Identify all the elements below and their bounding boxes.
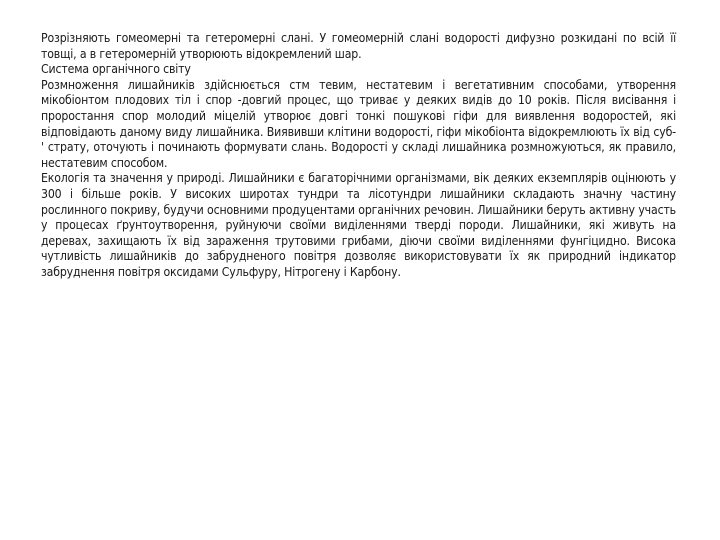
text-body [41,31,676,281]
paragraph-thallus-types: Розрізняють гомеомерні та гетеромерні слані. У гомеомерній слані водорості дифузно розкидані по всій її товщі, а в гетеромерній утворюють відокремлений шар. [41,31,676,61]
paragraph-reproduction: Розмноження лишайників здійснюється стм тевим, нестатевим і вегетативним способами, утворення мікобіонтом плодових тіл і спор -довгий процес, що триває у деяких видів до 10 років. Після висівання і проростання спор молодий міцелій утворює довгі тонкі пошукові гіфи для виявлення водоростей, які відповідають даному виду лишайника. Виявивши клітини водорості, гіфи мікобіонта відокремлюють їх від суб- ' страту, оточують і починають формувати слань. Водорості у складі лишайника розмножуються, як правило, нестатевим способом. [41,77,676,170]
paragraph-ecology: Екологія та значення у природі. Лишайники є багаторічними організмами, вік деяких екземплярів оцінюють у 300 і більше років. У високих широтах тундри та лісотундри лишайники складають значну частину рослинного покриву, будучи основними продуцентами органічних речовин. Лишайники беруть активну участь у процесах ґрунтоутворення, руйнуючи своїми виділеннями тверді породи. Лишайники, які живуть на деревах, захищають їх від зараження трутовими грибами, діючи своїми виділеннями фунгіцидно. Висока чутливість лишайників до забрудненого повітря дозволяє використовувати їх як природний індикатор забруднення повітря оксидами Сульфуру, Нітрогену і Карбону. [41,171,676,279]
paragraph-organic-system: Система органічного світу [41,62,191,77]
